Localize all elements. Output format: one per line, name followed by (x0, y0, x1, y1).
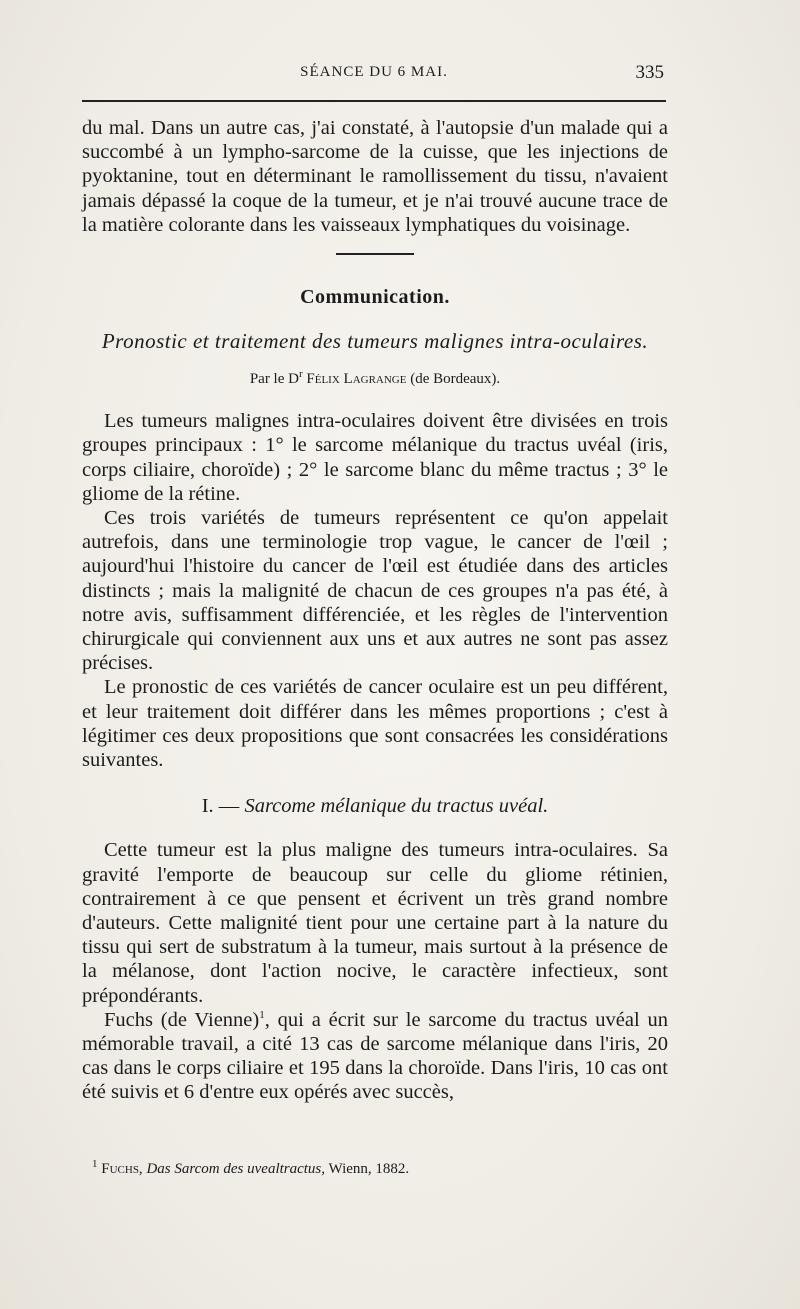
footnote-author: Fuchs, (101, 1161, 143, 1177)
paragraph (82, 1008, 668, 1105)
footnote (92, 1159, 652, 1179)
paragraph-continuation: du mal. Dans un autre cas, j'ai constaté, à l'autopsie d'un malade qui a succombé à un lympho-sarcome de la cuisse, que les injections de pyoktanine, tout en déterminant le ramollissement du tissu, n'avaient jamais dépassé la coque de la tumeur, et je n'ai trouvé aucune trace de la matière colorante dans les vaisseaux lymphatiques du voisinage. (82, 117, 668, 236)
byline (82, 367, 668, 391)
subsection-title-text: Sarcome mélanique du tractus uvéal. (244, 795, 549, 818)
subsection-number: I. — (201, 795, 245, 818)
footnote-ref: 1 (259, 1008, 265, 1021)
body-text (82, 116, 668, 1105)
byline-suffix: (de Bordeaux). (410, 370, 501, 387)
header-rule (82, 100, 666, 102)
section-title: Communication. (300, 285, 450, 308)
byline-sup: r (298, 367, 303, 380)
byline-prefix: Par le D (249, 370, 299, 387)
paragraph-rest: , qui a écrit sur le sarcome du tractus uvéal un mémorable travail, a cité 13 cas de sarcome mélanique dans l'iris, 20 cas dans le corps ciliaire et 195 dans la choroïde. Dans l'iris, 10 cas ont été suivis et 6 d'entre eux opérés avec succès, (82, 1008, 668, 1104)
paragraph: Cette tumeur est la plus maligne des tumeurs intra-oculaires. Sa gravité l'emporte de beaucoup sur celle du gliome rétinien, contrairement à ce que pensent et écrivent un très grand nombre d'auteurs. Cette malignité tient pour une certaine part à la nature du tissu qui sert de substratum à la tumeur, mais surtout à la présence de la mélanose, dont l'action nocive, le caractère infectieux, sont prépondérants. (82, 839, 668, 1007)
page-header (82, 62, 666, 86)
author-name: Félix Lagrange (306, 370, 407, 387)
footnote-marker: 1 (92, 1158, 98, 1170)
paragraph: Les tumeurs malignes intra-oculaires doivent être divisées en trois groupes principaux : 1° le sarcome mélanique du tractus uvéal (iris, corps ciliaire, choroïde) ; 2° le sarcome blanc du même tractus ; 3° le gliome de la rétine. (82, 410, 668, 505)
page-number: 335 (635, 62, 664, 83)
footnote-rest: Wienn, 1882. (328, 1161, 410, 1177)
article-title: Pronostic et traitement des tumeurs malignes intra-oculaires. (101, 328, 649, 353)
paragraph: Le pronostic de ces variétés de cancer oculaire est un peu différent, et leur traitement doit différer dans les mêmes proportions ; c'est à légitimer ces deux propositions que sont consacrées les considérations suivantes. (82, 676, 668, 771)
paragraph-start: Fuchs (de Vienne) (104, 1008, 260, 1031)
footnote-title: Das Sarcom des uvealtractus, (146, 1161, 326, 1177)
paragraph: Ces trois variétés de tumeurs représentent ce qu'on appelait autrefois, dans une terminologie trop vague, le cancer de l'œil ; aujourd'hui l'histoire du cancer de l'œil est étudiée dans des articles distincts ; mais la malignité de chacun de ces groupes n'a pas été, à notre avis, suffisamment différenciée, et les règles de l'intervention chirurgicale qui conviennent aux uns et aux autres ne sont pas assez précises. (82, 506, 668, 675)
subsection-title (82, 794, 668, 818)
running-title: SÉANCE DU 6 MAI. (300, 64, 448, 80)
separator-rule (336, 253, 414, 255)
